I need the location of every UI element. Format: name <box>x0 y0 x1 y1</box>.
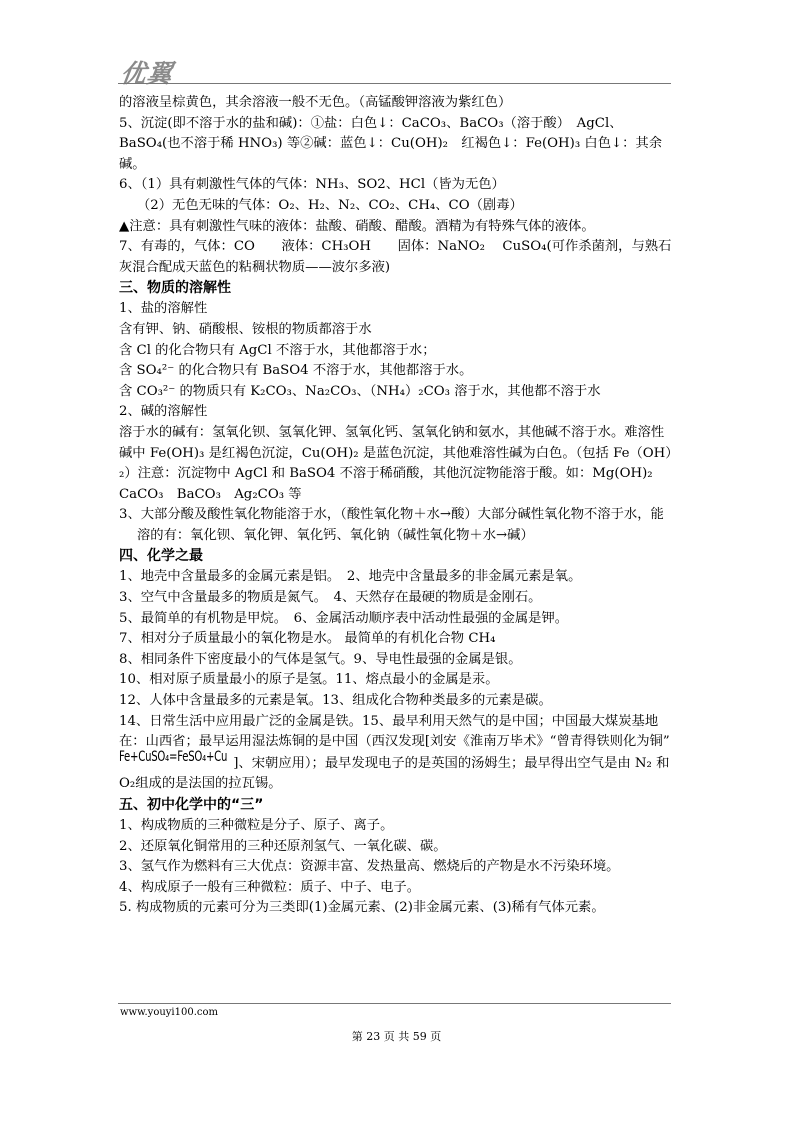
chemical-equation: Fe+CuSO₄=FeSO₄+Cu <box>119 748 228 765</box>
paragraph: 含 Cl 的化合物只有 AgCl 不溶于水，其他都溶于水； <box>119 342 436 358</box>
paragraph: 含 SO₄²⁻ 的化合物只有 BaSO4 不溶于水，其他都溶于水。 <box>119 363 473 379</box>
document-body <box>119 93 675 919</box>
paragraph: 的溶液呈棕黄色，其余溶液一般不无色。（高锰酸钾溶液为紫红色） <box>119 95 512 110</box>
paragraph: （2）无色无味的气体：O₂、H₂、N₂、CO₂、CH₄、CO（剧毒） <box>137 197 523 213</box>
paragraph: 4、构成原子一般有三种微粒：质子、中子、电子。 <box>119 879 420 895</box>
paragraph: 溶于水的碱有：氢氧化钡、氢氧化钾、氢氧化钙、氢氧化钠和氨水，其他碱不溶于水。难溶性碱中 Fe(OH)₃ 是红褐色沉淀，Cu(OH)₂ 是蓝色沉淀，其他难溶性碱为白色。（包括 Fe（OH）₂）注意：沉淀物中 AgCl 和 BaSO4 不溶于稀硝酸，其他沉淀物能溶于酸。如：Mg(OH)₂ CaCO₃ BaCO₃ Ag₂CO₃ 等 <box>119 424 672 502</box>
page-number: 第 23 页 共 59 页 <box>351 1030 442 1043</box>
paragraph: 1、构成物质的三种微粒是分子、原子、离子。 <box>119 818 394 833</box>
paragraph: 1、地壳中含量最多的金属元素是铝。 2、地壳中含量最多的非金属元素是氧。 <box>119 569 582 585</box>
paragraph-text: ]、宋朝应用）；最早发现电子的是英国的汤姆生；最早得出空气是由 N₂ 和 O₂组成的是法国的拉瓦锡。 <box>119 755 670 792</box>
paragraph: 3、空气中含量最多的物质是氮气。 4、天然存在最硬的物质是金刚石。 <box>119 590 542 606</box>
footer-divider <box>118 1003 671 1004</box>
header-divider <box>118 83 671 84</box>
paragraph: 5. 构成物质的元素可分为三类即(1)金属元素、(2)非金属元素、(3)稀有气体元素。 <box>119 900 605 916</box>
paragraph: 含有钾、钠、硝酸根、铵根的物质都溶于水 <box>119 321 372 337</box>
paragraph: 2、还原氧化铜常用的三种还原剂氢气、一氧化碳、碳。 <box>119 838 447 854</box>
paragraph: 12、人体中含量最多的元素是氧。13、组成化合物种类最多的元素是碳。 <box>119 693 552 709</box>
paragraph: 3、大部分酸及酸性氧化物能溶于水，（酸性氧化物＋水→酸）大部分碱性氧化物不溶于水，能溶的有：氧化钡、氧化钾、氧化钙、氧化钠（碱性氧化物＋水→碱） <box>119 507 664 543</box>
paragraph: 8、相同条件下密度最小的气体是氢气。9、导电性最强的金属是银。 <box>119 651 522 667</box>
paragraph: 10、相对原子质量最小的原子是氢。11、熔点最小的金属是汞。 <box>119 672 499 688</box>
paragraph: 7、相对分子质量最小的氧化物是水。 最简单的有机化合物 CH₄ <box>119 631 496 647</box>
paragraph: 6、（1）具有刺激性气体的气体：NH₃、SO2、HCl（皆为无色） <box>119 177 505 193</box>
paragraph: 5、沉淀(即不溶于水的盐和碱)：①盐：白色↓：CaCO₃、BaCO₃（溶于酸） AgCl、BaSO₄(也不溶于稀 HNO₃) 等②碱：蓝色↓：Cu(OH)₂ 红褐色↓：Fe(OH)₃ 白色↓：其余碱。 <box>119 115 663 172</box>
paragraph: 2、碱的溶解性 <box>119 404 208 420</box>
paragraph: 1、盐的溶解性 <box>119 301 208 317</box>
footer-url: www.youyi100.com <box>120 1007 218 1018</box>
paragraph <box>119 712 675 795</box>
paragraph: 3、氢气作为燃料有三大优点：资源丰富、发热量高、燃烧后的产物是水不污染环境。 <box>119 859 620 875</box>
section-heading: 四、化学之最 <box>119 548 203 565</box>
logo: 优翼 <box>118 59 175 88</box>
paragraph-text: 14、日常生活中应用最广泛的金属是铁。15、最早利用天然气的是中国；中国最大煤炭基地在：山西省；最早运用湿法炼铜的是中国（西汉发现[刘安《淮南万毕术》“曾青得铁则化为铜” <box>119 713 670 750</box>
paragraph: 含 CO₃²⁻ 的物质只有 K₂CO₃、Na₂CO₃、（NH₄）₂CO₃ 溶于水，其他都不溶于水 <box>119 383 601 399</box>
paragraph: ▲注意：具有刺激性气味的液体：盐酸、硝酸、醋酸。酒精为有特殊气体的液体。 <box>119 218 595 234</box>
paragraph: 5、最简单的有机物是甲烷。 6、金属活动顺序表中活动性最强的金属是钾。 <box>119 610 569 626</box>
paragraph: 7、有毒的，气体：CO 液体：CH₃OH 固体：NaNO₂ CuSO₄(可作杀菌剂，与熟石灰混合配成天蓝色的粘稠状物质——波尔多液) <box>119 239 672 275</box>
section-heading: 三、物质的溶解性 <box>119 280 231 297</box>
section-heading: 五、初中化学中的“三” <box>119 797 264 813</box>
